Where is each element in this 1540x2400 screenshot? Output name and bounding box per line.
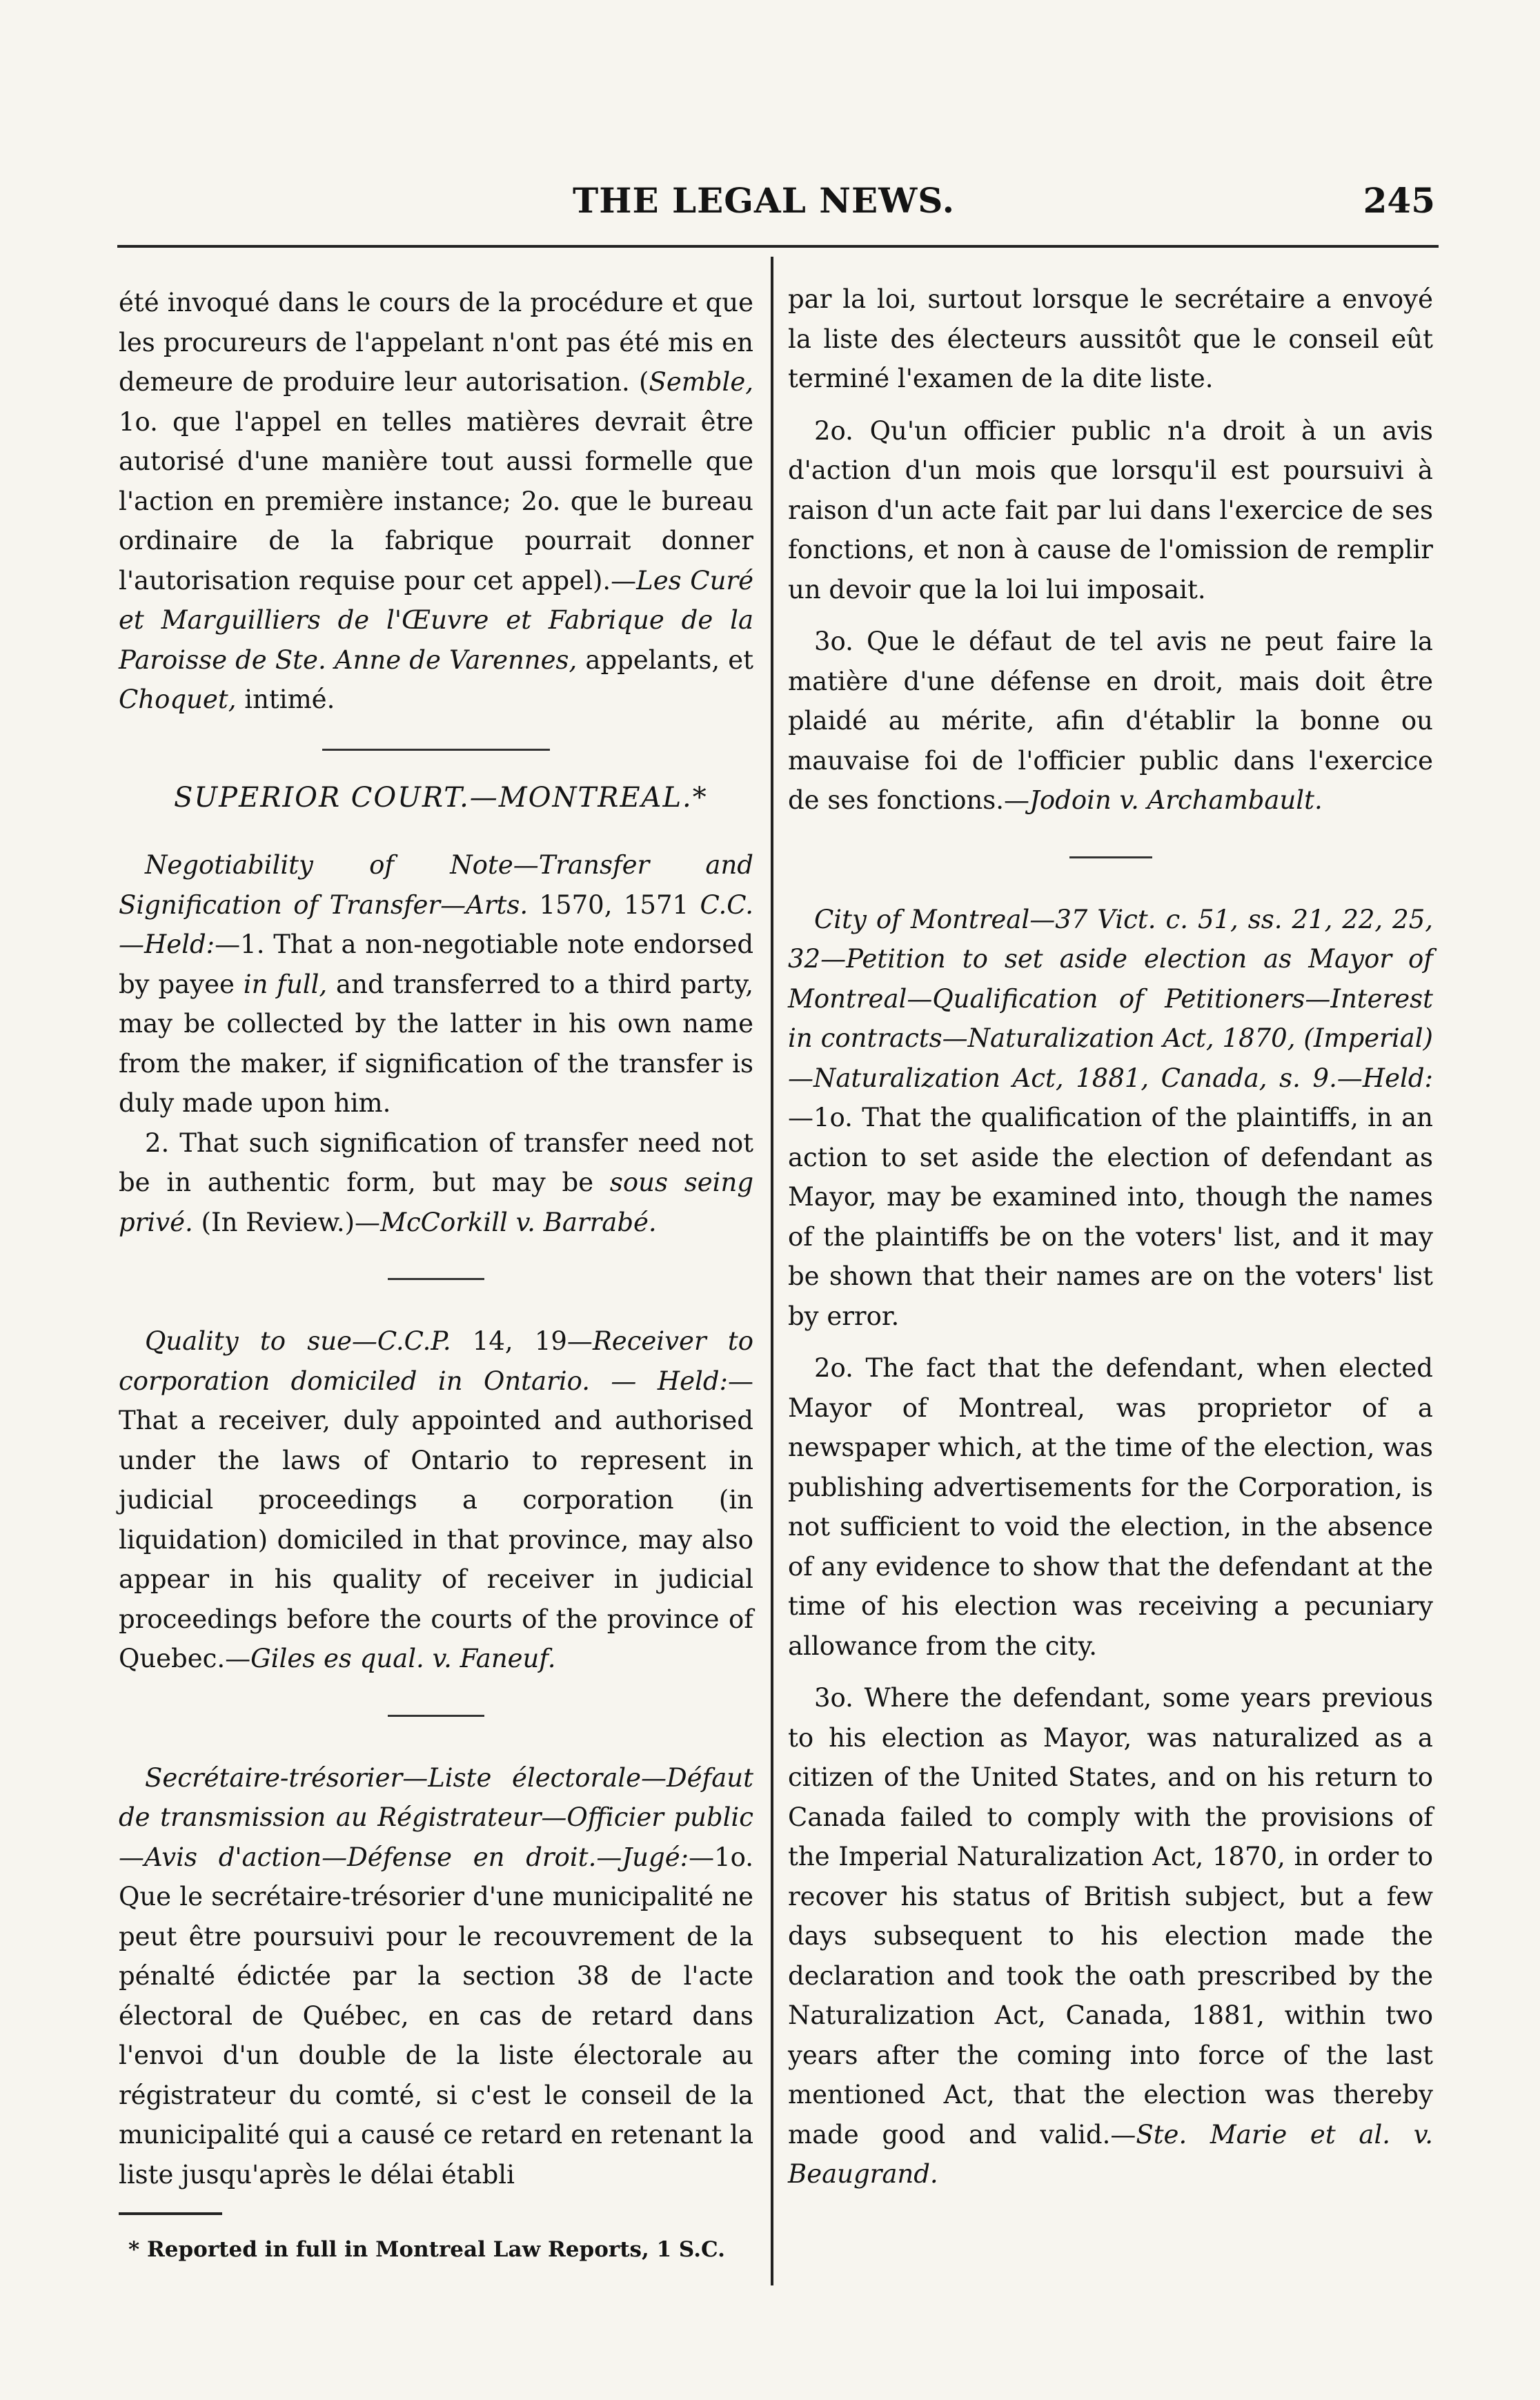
separator-rule bbox=[388, 1715, 484, 1717]
case-negotiability: Negotiability of Note—Transfer and Signification of Transfer—Arts. 1570, 1571 C.C.—Held:—1. That a non-negotiable note endorsed by payee in full, and transferred to a third party, may be collected by the latter in his own name from the maker, if signification of the transfer is duly made upon him. bbox=[119, 850, 753, 1118]
continued-paragraph-right: par la loi, surtout lorsque le secrétaire a envoyé la liste des électeurs aussitôt que le conseil eût terminé l'examen de la dite liste. bbox=[788, 284, 1433, 393]
header-rule bbox=[117, 245, 1439, 248]
case-quality-to-sue: Quality to sue—C.C.P. 14, 19—Receiver to corporation domiciled in Ontario. — Held:— That a receiver, duly appointed and authorised under the laws of Ontario to represent in judicial proceedings a corporation (in liquidation) domiciled in that province, may also appear in his quality of receiver in judicial proceedings before the courts of the province of Quebec.—Giles es qual. v. Faneuf. bbox=[119, 1326, 753, 1673]
footnote: * Reported in full in Montreal Law Reports, 1 S.C. bbox=[128, 2237, 725, 2262]
case-city-point-2o: 2o. The fact that the defendant, when elected Mayor of Montreal, was proprietor of a newspaper which, at the time of the election, was publishing advertisements for the Corporation, is not sufficient to void the election, in the absence of any evidence to show that the defendant at the time of his election was receiving a pecuniary allowance from the city. bbox=[788, 1353, 1433, 1661]
column-divider bbox=[771, 257, 773, 2285]
point-3o: 3o. Que le défaut de tel avis ne peut faire la matière d'une défense en droit, mais doit être plaidé au mérite, afin d'établir la bonne ou mauvaise foi de l'officier public dans l'exercice de ses fonctions.—Jodoin v. Archambault. bbox=[788, 627, 1433, 815]
case-negotiability-point-2: 2. That such signification of transfer need not be in authentic form, but may be sous seing privé. (In Review.)—McCorkill v. Barrabé. bbox=[119, 1128, 754, 1237]
footnote-rule bbox=[119, 2212, 222, 2215]
journal-title: THE LEGAL NEWS. bbox=[573, 180, 955, 221]
page-header bbox=[117, 176, 1442, 231]
case-city-point-3o: 3o. Where the defendant, some years previous to his election as Mayor, was naturalized as a citizen of the United States, and on his return to Canada failed to comply with the provisions of the Imperial Naturalization Act, 1870, in order to recover his status of British subject, but a few days subsequent to his election made the declaration and took the oath prescribed by the Naturalization Act, Canada, 1881, within two years after the coming into force of the last mentioned Act, that the election was thereby made good and valid.—Ste. Marie et al. v. Beaugrand. bbox=[788, 1683, 1433, 2189]
separator-rule bbox=[322, 749, 550, 751]
section-heading: SUPERIOR COURT.—MONTREAL.* bbox=[174, 781, 708, 814]
point-2o: 2o. Qu'un officier public n'a droit à un avis d'action d'un mois que lorsqu'il est poursuivi à raison d'un acte fait par lui dans l'exercice de ses fonctions, et non à cause de l'omission de remplir un devoir que la loi lui imposait. bbox=[788, 415, 1433, 604]
left-column bbox=[119, 283, 753, 2263]
separator-rule bbox=[1069, 856, 1152, 858]
case-secretaire-tresorier: Secrétaire-trésorier—Liste électorale—Défaut de transmission au Régistrateur—Officier public—Avis d'action—Défense en droit.—Jugé:—1o. Que le secrétaire-trésorier d'une municipalité ne peut être poursuivi pour le recouvrement de la pénalté édictée par la section 38 de l'acte électoral de Québec, en cas de retard dans l'envoi d'un double de la liste électorale au régistrateur du comté, si c'est le conseil de la municipalité qui a causé ce retard en retenant la liste jusqu'après le délai établi bbox=[119, 1762, 753, 2190]
separator-rule bbox=[388, 1278, 484, 1280]
continued-paragraph: été invoqué dans le cours de la procédure et que les procureurs de l'appelant n'ont pas été mis en demeure de produire leur autorisation. (Semble, 1o. que l'appel en telles matières devrait être autorisé d'une manière tout aussi formelle que l'action en première instance; 2o. que le bureau ordinaire de la fabrique pourrait donner l'autorisation requise pour cet appel).—Les Curé et Marguilliers de l'Œuvre et Fabrique de la Paroisse de Ste. Anne de Varennes, appelants, et Choquet, intimé. bbox=[119, 288, 754, 714]
page-number: 245 bbox=[1363, 180, 1435, 221]
case-city-of-montreal: City of Montreal—37 Vict. c. 51, ss. 21, 22, 25, 32—Petition to set aside election as Mayor of Montreal—Qualification of Petitioners—Interest in contracts—Naturalization Act, 1870, (Imperial)—Naturalization Act, 1881, Canada, s. 9.—Held:—1o. That the qualification of the plaintiffs, in an action to set aside the election of defendant as Mayor, may be examined into, though the names of the plaintiffs be on the voters' list, and it may be shown that their names are on the voters' list by error. bbox=[788, 904, 1433, 1331]
right-column bbox=[788, 279, 1433, 2194]
